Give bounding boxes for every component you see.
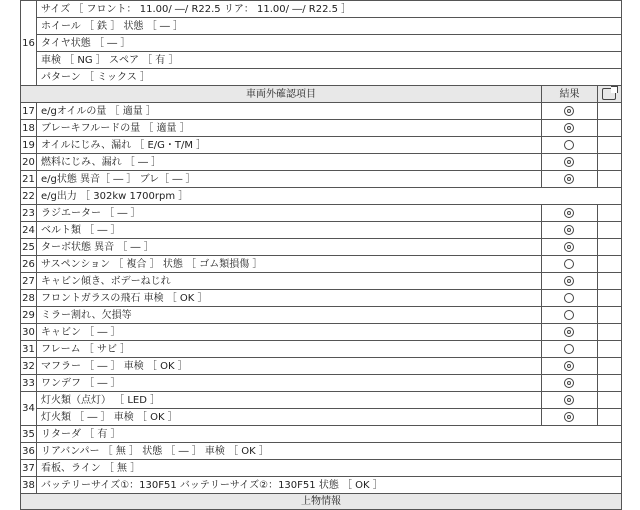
empty-cell [597,324,621,341]
copy-icon-cell [597,86,621,103]
check-item-row [21,375,622,392]
check-item-row [21,341,622,358]
item-text: キャビン ［ ― ］ [37,324,542,341]
lights-row [21,392,622,409]
row-number: 21 [21,171,37,188]
empty-cell [597,307,621,324]
double-circle-icon [564,378,574,388]
check-item-row [21,103,622,120]
check-item-row [21,256,622,273]
empty-cell [597,358,621,375]
item-text: 灯火類 ［ ― ］ 車検 ［ OK ］ [37,409,542,426]
empty-cell [597,222,621,239]
empty-cell [597,137,621,154]
item-text: フレーム ［ サビ ］ [37,341,542,358]
double-circle-icon [564,106,574,116]
item-text: 灯火類（点灯） ［ LED ］ [37,392,542,409]
inspection-table [20,0,622,510]
result-cell [541,409,597,426]
check-item-row [21,477,622,494]
check-item-row [21,290,622,307]
empty-cell [597,154,621,171]
tire-row [21,1,622,18]
result-cell [541,205,597,222]
circle-icon [564,310,574,320]
check-item-row [21,273,622,290]
item-text: ターボ状態 異音 ［ ― ］ [37,239,542,256]
result-cell [541,222,597,239]
next-section-header [21,494,622,510]
item-text: リアバンパー ［ 無 ］ 状態 ［ ― ］ 車検 ［ OK ］ [37,443,622,460]
tire-line: ホイール ［ 鉄 ］ 状態 ［ ― ］ [37,18,622,35]
row-number: 23 [21,205,37,222]
check-item-row [21,426,622,443]
inspection-sheet [20,0,622,510]
check-item-row [21,137,622,154]
result-cell [541,120,597,137]
empty-cell [597,205,621,222]
empty-cell [597,273,621,290]
result-cell [541,392,597,409]
item-text: 看板、ライン ［ 無 ］ [37,460,622,477]
tire-row [21,35,622,52]
double-circle-icon [564,412,574,422]
double-circle-icon [564,174,574,184]
row-number: 34 [21,392,37,426]
row-number: 38 [21,477,37,494]
result-cell [541,103,597,120]
check-item-row [21,154,622,171]
row-number: 32 [21,358,37,375]
item-text: オイルにじみ、漏れ ［ E/G・T/M ］ [37,137,542,154]
item-text: マフラー ［ ― ］ 車検 ［ OK ］ [37,358,542,375]
check-item-row [21,205,622,222]
section-header [21,86,622,103]
check-item-row [21,358,622,375]
result-cell [541,307,597,324]
copy-icon[interactable] [602,88,616,100]
empty-cell [597,341,621,358]
result-cell [541,324,597,341]
row-number: 19 [21,137,37,154]
check-item-row [21,307,622,324]
double-circle-icon [564,361,574,371]
item-text: ワンデフ ［ ― ］ [37,375,542,392]
double-circle-icon [564,157,574,167]
circle-icon [564,293,574,303]
item-text: e/gオイルの量 ［ 適量 ］ [37,103,542,120]
item-text: ラジエーター ［ ― ］ [37,205,542,222]
empty-cell [597,409,621,426]
check-item-row [21,222,622,239]
result-cell [541,375,597,392]
check-item-row [21,239,622,256]
check-item-row [21,443,622,460]
empty-cell [597,392,621,409]
result-cell [541,358,597,375]
empty-cell [597,239,621,256]
item-text: バッテリーサイズ①：130F51 バッテリーサイズ②：130F51 状態 ［ OK ］ [37,477,622,494]
row-number: 37 [21,460,37,477]
tire-line: タイヤ状態 ［ ― ］ [37,35,622,52]
double-circle-icon [564,242,574,252]
result-cell [541,239,597,256]
row-number: 28 [21,290,37,307]
row-number: 24 [21,222,37,239]
double-circle-icon [564,395,574,405]
row-number: 25 [21,239,37,256]
tire-line: サイズ ［ フロント： 11.00/ ―/ R22.5 リア： 11.00/ ―/ R22.5 ］ [37,1,622,18]
check-item-row [21,324,622,341]
empty-cell [597,256,621,273]
row-number: 29 [21,307,37,324]
item-text: リターダ ［ 有 ］ [37,426,622,443]
result-cell [541,341,597,358]
item-text: ブレーキフルードの量 ［ 適量 ］ [37,120,542,137]
row-number: 31 [21,341,37,358]
row-number: 26 [21,256,37,273]
item-text: キャビン傾き、ボデーねじれ [37,273,542,290]
item-text: ミラー割れ、欠損等 [37,307,542,324]
double-circle-icon [564,276,574,286]
item-text: e/g状態 異音［ ― ］ ブレ［ ― ］ [37,171,542,188]
empty-cell [597,171,621,188]
result-cell [541,154,597,171]
result-cell [541,256,597,273]
result-cell [541,290,597,307]
row-number: 36 [21,443,37,460]
tire-row [21,52,622,69]
tire-line: 車検 ［ NG ］ スペア ［ 有 ］ [37,52,622,69]
double-circle-icon [564,208,574,218]
double-circle-icon [564,225,574,235]
tire-line: パターン ［ ミックス ］ [37,69,622,86]
row-number: 17 [21,103,37,120]
tire-row [21,69,622,86]
item-text: ベルト類 ［ ― ］ [37,222,542,239]
lights-row [21,409,622,426]
result-header: 結果 [541,86,597,103]
empty-cell [597,290,621,307]
empty-cell [597,120,621,137]
result-cell [541,137,597,154]
row-number: 35 [21,426,37,443]
row-number: 20 [21,154,37,171]
row-number: 18 [21,120,37,137]
tire-row [21,18,622,35]
row-number: 33 [21,375,37,392]
row-number: 16 [21,1,37,86]
row-number: 22 [21,188,37,205]
double-circle-icon [564,327,574,337]
check-item-row [21,188,622,205]
empty-cell [597,103,621,120]
row-number: 27 [21,273,37,290]
double-circle-icon [564,123,574,133]
check-item-row [21,120,622,137]
item-text: フロントガラスの飛石 車検 ［ OK ］ [37,290,542,307]
row-number: 30 [21,324,37,341]
item-text: 燃料にじみ、漏れ ［ ― ］ [37,154,542,171]
circle-icon [564,140,574,150]
circle-icon [564,259,574,269]
check-item-row [21,460,622,477]
circle-icon [564,344,574,354]
check-item-row [21,171,622,188]
item-text: サスペンション ［ 複合 ］ 状態 ［ ゴム類損傷 ］ [37,256,542,273]
empty-cell [597,375,621,392]
item-text: e/g出力 ［ 302kw 1700rpm ］ [37,188,622,205]
next-section-title: 上物情報 [21,494,622,510]
result-cell [541,171,597,188]
result-cell [541,273,597,290]
section-title: 車両外確認項目 [21,86,542,103]
